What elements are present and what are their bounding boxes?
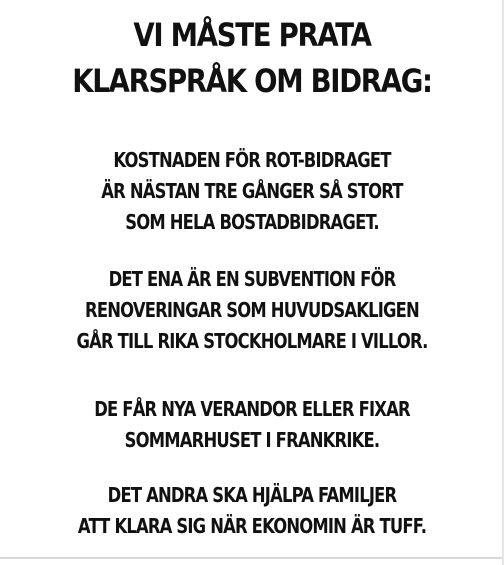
paragraph-families: [0, 480, 504, 542]
paragraph-line: DET ENA ÄR EN SUBVENTION FÖR: [108, 267, 396, 291]
paragraph-line: GÅR TILL RIKA STOCKHOLMARE I VILLOR.: [76, 329, 428, 353]
paragraph-line: SOM HELA BOSTADBIDRAGET.: [125, 210, 379, 234]
bottom-divider: [0, 557, 504, 559]
paragraph-subsidy: [0, 264, 504, 357]
headline-line-2: KLARSPRÅK OM BIDRAG:: [72, 62, 432, 100]
paragraph-line: ÄR NÄSTAN TRE GÅNGER SÅ STORT: [101, 179, 403, 203]
paragraph-line: RENOVERINGAR SOM HUVUDSAKLIGEN: [85, 298, 419, 322]
paragraph-rot-cost: [0, 145, 504, 238]
paragraph-line: DE FÅR NYA VERANDOR ELLER FIXAR: [94, 397, 410, 421]
poster-headline: [0, 12, 504, 104]
paragraph-line: SOMMARHUSET I FRANKRIKE.: [124, 428, 380, 452]
paragraph-line: ATT KLARA SIG NÄR EKONOMIN ÄR TUFF.: [77, 514, 427, 538]
paragraph-verandas: [0, 394, 504, 456]
paragraph-line: DET ANDRA SKA HJÄLPA FAMILJER: [107, 483, 397, 507]
paragraph-line: KOSTNADEN FÖR ROT-BIDRAGET: [113, 148, 391, 172]
headline-line-1: VI MÅSTE PRATA: [133, 16, 371, 54]
